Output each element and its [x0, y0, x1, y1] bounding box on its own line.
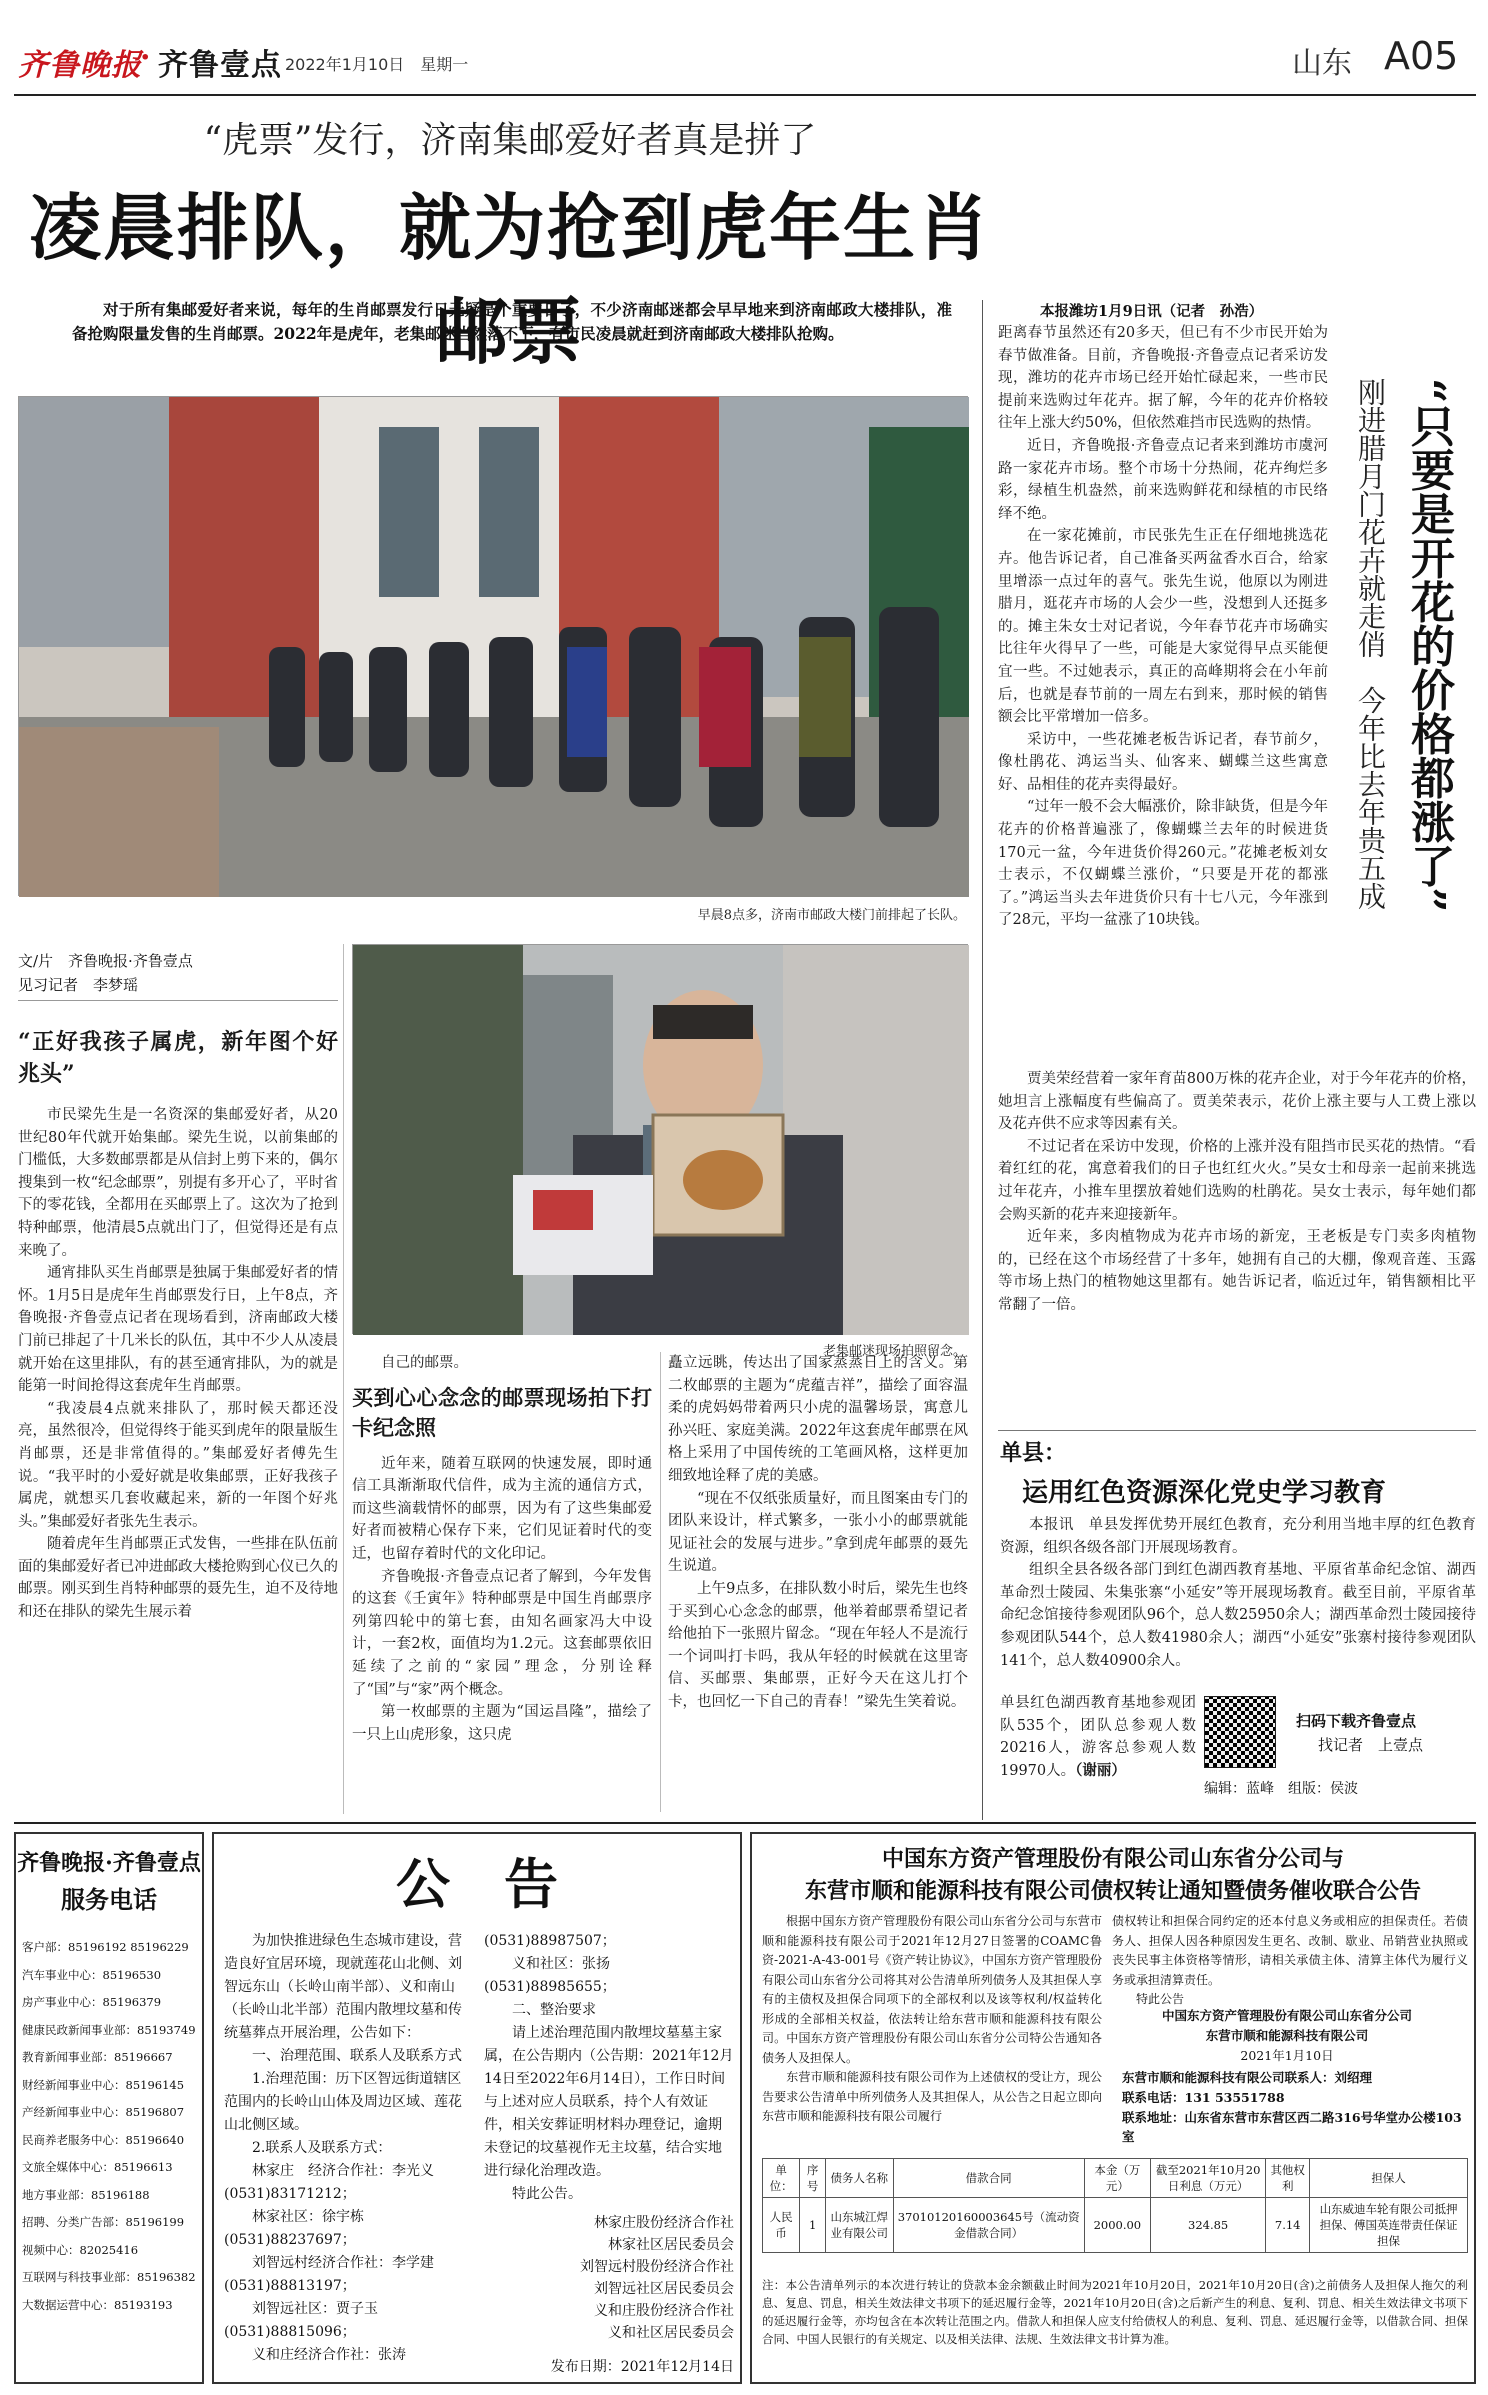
collector-photo-illustration: [353, 945, 969, 1335]
notice-title: 公 告: [396, 1852, 558, 1916]
service-item-label: 地方事业部：: [22, 2187, 91, 2202]
th-contract: 借款合同: [893, 2159, 1084, 2198]
shanxian-place: 单县：: [1000, 1440, 1067, 1466]
flower-col-bottom: [998, 1068, 1476, 1440]
service-item: [22, 2237, 200, 2265]
flower-para-5: “过年一般不会大幅涨价，除非缺货，但是今年花卉的价格普遍涨了，像蝴蝶兰去年的时候进货170元一盆，今年进货价得260元。”花摊老板刘女士表示，不仅蝴蝶兰涨价，“只要是开花的都涨了。”鸿运当头去年进货价只有十七八元，今年涨到了28元，平均一盆涨了10块钱。: [998, 799, 1328, 929]
main-lead: 对于所有集邮爱好者来说，每年的生肖邮票发行日无疑是个重要日子，不少济南邮迷都会早早地来到济南邮政大楼排队，准备抢购限量发售的生肖邮票。2022年是虎年，老集邮迷当然落不下，有市民凌晨就赶到济南邮政大楼排队抢购。: [72, 300, 952, 343]
photo-collector-with-stamp: [352, 944, 968, 1334]
service-item: [22, 2264, 200, 2292]
col2-para-3: 齐鲁晚报·齐鲁壹点记者了解到，今年发售的这套《壬寅年》特种邮票是中国生肖邮票序列第四轮中的第七套，由知名画家冯大中设计，一套2枚，面值均为1.2元。这套邮票依旧延续了之前的“家园”理念，分别诠释了“国”与“家”两个概念。: [352, 1568, 652, 1698]
service-item-phone: 85193193: [114, 2297, 173, 2312]
qr-caption-2: 找记者 上壹点: [1318, 1736, 1424, 1754]
ads-top-rule: [14, 1822, 1476, 1824]
col3-para-1: 矗立远眺，传达出了国家蒸蒸日上的含义。第二枚邮票的主题为“虎蕴吉祥”，描绘了面容温柔的虎妈妈带着两只小虎的温馨场景，寓意儿孙兴旺、家庭美满。2022年这套虎年邮票在风格上采用了中国传统的工笔画风格，这样更加细致地诠释了虎的美感。: [668, 1355, 968, 1484]
service-item: [22, 2209, 200, 2237]
th-guarantor: 担保人: [1310, 2159, 1468, 2198]
flower-headline: “只要是开花的价格都涨了”: [1403, 378, 1454, 913]
debt-body-right: 债权转让和担保合同约定的还本付息义务或相应的担保责任。若债务人、担保人因各种原因发生更名、改制、歇业、吊销营业执照或丧失民事主体资格等情形，请相关承债主体、清算主体代为履行义务或承担清算责任。 特此公告: [1112, 1914, 1468, 2006]
service-item-phone: 85196145: [125, 2077, 185, 2092]
service-item-phone: 85196188: [91, 2187, 150, 2202]
queue-photo-illustration: [19, 397, 969, 897]
service-item: [22, 2127, 200, 2155]
col1-para-3: “我凌晨4点就来排队了，那时候天都还没亮，虽然很冷，但觉得终于能买到虎年的限量版生肖邮票，还是非常值得的。”集邮爱好者傅先生说。“我平时的小爱好就是收集邮票，正好我孩子属虎，就想买几套收藏起来，新的一年图个好兆头。”集邮爱好者张先生表示。: [18, 1400, 338, 1530]
notice-box: [212, 1832, 742, 2384]
notice-signatories: [484, 2212, 734, 2344]
service-item-label: 财经新闻事业中心：: [22, 2077, 126, 2092]
service-item-label: 互联网与科技事业部：: [22, 2270, 137, 2284]
service-item-label: 汽车事业中心：: [22, 1967, 103, 1982]
shanxian-para-1: 本报讯 单县发挥优势开展红色教育，充分利用当地丰厚的红色教育资源，组织各级各部门开展现场教育。: [1000, 1517, 1476, 1556]
service-item-label: 视频中心：: [22, 2242, 80, 2257]
debt-contact-2: 联系电话：131 53551788: [1122, 2090, 1285, 2105]
service-item-label: 文旅全媒体中心：: [22, 2160, 114, 2174]
td-debtor: 山东城江焊业有限公司: [825, 2198, 893, 2253]
main-col-2: [352, 1352, 652, 1812]
main-kicker: “虎票”发行，济南集邮爱好者真是拼了: [203, 120, 817, 161]
flower-para-4: 采访中，一些花摊老板告诉记者，春节前夕，像杜鹃花、鸿运当头、仙客来、蝴蝶兰这些寓意好、品相佳的花卉卖得最好。: [998, 731, 1328, 793]
col3-para-2: “现在不仅纸张质量好，而且图案由专门的团队来设计，样式繁多，一张小小的邮票就能见证社会的发展与进步。”拿到虎年邮票的聂先生说道。: [668, 1490, 968, 1575]
service-item-phone: 85196382: [137, 2270, 196, 2284]
photo2-caption: 老集邮迷现场拍照留念。: [822, 1344, 966, 1359]
debt-sign-2: 东营市顺和能源科技有限公司: [1205, 2028, 1369, 2043]
service-item: [22, 2182, 200, 2210]
debt-title-2: 东营市顺和能源科技有限公司债权转让通知暨债务催收联合公告: [804, 1878, 1421, 1904]
td-guarantor: 山东威迪车轮有限公司抵押担保、傅国英连带责任保证担保: [1310, 2198, 1468, 2253]
table-row: [763, 2198, 1468, 2253]
photo-queue-outside-post-office: [18, 396, 968, 896]
service-item: [22, 1989, 200, 2017]
main-col-3: [668, 1352, 968, 1812]
col1-para-4: 随着虎年生肖邮票正式发售，一些排在队伍前面的集邮爱好者已冲进邮政大楼抢购到心仪已久的邮票。刚买到生肖特种邮票的聂先生，迫不及待地和还在排队的梁先生展示着: [18, 1536, 338, 1621]
service-title: 齐鲁晚报·齐鲁壹点: [17, 1850, 201, 1876]
col2-para-1: 自己的邮票。: [381, 1355, 468, 1371]
qr-caption-1: 扫码下载齐鲁壹点: [1296, 1712, 1417, 1730]
byline-rule: [18, 1000, 338, 1001]
service-item-label: 健康民政新闻事业部：: [22, 2022, 137, 2037]
service-item: [22, 2154, 200, 2182]
col1-para-1: 市民梁先生是一名资深的集邮爱好者，从20世纪80年代就开始集邮。梁先生说，以前集邮的门槛低，大多数邮票都是从信封上剪下来的，偶尔搜集到一枚“纪念邮票”，别提有多开心了，平时省下的零花钱，全都用在买邮票上了。这次为了抢到特种邮票，他清晨5点就出门了，但觉得还是有点来晚了。: [18, 1107, 338, 1259]
th-interest: 截至2021年10月20日利息（万元）: [1151, 2159, 1266, 2198]
service-item-phone: 85196807: [125, 2105, 185, 2119]
service-item-label: 房产事业中心：: [22, 1995, 103, 2009]
masthead-rule: [14, 94, 1476, 96]
debt-sign-date: 2021年1月10日: [1240, 2048, 1334, 2063]
notice-signatory: 林家庄股份经济合作社: [594, 2215, 734, 2231]
service-item-phone: 85196667: [114, 2050, 173, 2064]
col2-para-4: 第一枚邮票的主题为“国运昌隆”，描绘了一只上山虎形象，这只虎: [352, 1704, 652, 1743]
notice-signatory: 刘智远村股份经济合作社: [580, 2259, 734, 2275]
debt-title-1: 中国东方资产管理股份有限公司山东省分公司与: [881, 1846, 1344, 1872]
flower-para-3: 在一家花摊前，市民张先生正在仔细地挑选花卉。他告诉记者，自己准备买两盆香水百合，给家里增添一点过年的喜气。张先生说，他原以为刚进腊月，逛花卉市场的人会少一些，没想到人还挺多的。摊主朱女士对记者说，今年春节花卉市场确实比往年火得早了一些，可能是大家觉得早点买能便宜一些。不过她表示，真正的高峰期将会在小年前后，也就是春节前的一周左右到来，那时候的销售额会比平常增加一倍多。: [998, 528, 1328, 726]
notice-signatory: 义和社区居民委员会: [608, 2325, 734, 2341]
photo1-caption: 早晨8点多，济南市邮政大楼门前排起了长队。: [697, 908, 966, 923]
service-item-label: 大数据运营中心：: [22, 2297, 114, 2312]
col-divider-1: [343, 944, 344, 1814]
notice-col-1: 为加快推进绿色生态城市建设，营造良好宜居环境，现就莲花山北侧、刘智远东山（长岭山南半部）、义和南山（长岭山北半部）范围内散埋坟墓和传统墓葬点开展治理，公告如下： 一、治理范围、联系人及联系方式 1.治理范围：历下区智远街道辖区范围内的长岭山山体及周边区域、莲花山北侧区域。 2.联系人及联系方式： 林家庄 经济合作社：李光义(0531)83171212； 林家社区：徐宇栋(0531)88237697； 刘智远村经济合作社：李学建(0531)88813197； 刘智远社区：贾子玉(0531)88815096； 义和庄经济合作社：张涛: [224, 1933, 462, 2363]
main-headline: 凌晨排队，就为抢到虎年生肖邮票: [28, 185, 991, 374]
shanxian-body: [1000, 1514, 1476, 1690]
service-item-phone: 85196379: [102, 1995, 162, 2009]
col1-para-2: 通宵排队买生肖邮票是独属于集邮爱好者的情怀。1月5日是虎年生肖邮票发行日，上午8点，齐鲁晚报·齐鲁壹点记者在现场看到，济南邮政大楼门前已排起了十几米长的队伍，其中不少人从凌晨就开始在这里排队，有的甚至通宵排队，为的就是能第一时间抢得这套虎年生肖邮票。: [18, 1265, 338, 1395]
flower-para-8: 近年来，多肉植物成为花卉市场的新宠，王老板是专门卖多肉植物的，已经在这个市场经营了十多年，她拥有自己的大棚，像观音莲、玉露等市场上热门的植物她这里都有。她告诉记者，临近过年，销售额相比平常翻了一倍。: [998, 1229, 1476, 1313]
th-unit: 单位：: [763, 2159, 800, 2198]
service-list: [22, 1934, 200, 2319]
service-item: [22, 1962, 200, 1990]
td-principal: 2000.00: [1084, 2198, 1150, 2253]
service-item-phone: 85196199: [125, 2215, 185, 2229]
shanxian-rule: [998, 1430, 1476, 1431]
byline-line2: 见习记者 李梦瑶: [18, 976, 139, 994]
service-item: [22, 2099, 200, 2127]
shanxian-body-tail: [1000, 1692, 1196, 1790]
col3-para-3: 上午9点多，在排队数小时后，梁先生也终于买到心心念念的邮票，他举着邮票希望记者给他拍下一张照片留念。“现在年轻人不是流行一个词叫打卡吗，我从年轻的时候就在这里寄信、买邮票、集邮票，正好今天在这儿打个卡，也回忆一下自己的青春！”梁先生笑着说。: [668, 1580, 968, 1710]
service-item: [22, 2044, 200, 2072]
logo-qilu-wanbao: 齐鲁晚报: [18, 48, 142, 83]
notice-signatory: 刘智远社区居民委员会: [594, 2281, 734, 2297]
debt-contact-3: 联系地址：山东省东营市东营区西二路316号华堂办公楼103室: [1122, 2110, 1462, 2144]
debt-body-left: 根据中国东方资产管理股份有限公司山东省分公司与东营市顺和能源科技有限公司于2021年12月27日签署的COAMC鲁资-2021-A-43-001号《资产转让协议》，中国东方资产管理股份有限公司山东省分公司将其对公告清单所列债务人及其担保人享有的主债权及担保合同项下的全部权利以及该等权利/权益转化形成的全部相关权益，依法转让给东营市顺和能源科技有限公司。中国东方资产管理股份有限公司山东省分公司特公告通知各债务人及担保人。 东营市顺和能源科技有限公司作为上述债权的受让方，现公告要求公告清单中所列债务人及其担保人，从公告之日起立即向东营市顺和能源科技有限公司履行: [762, 1914, 1102, 2123]
td-other: 7.14: [1266, 2198, 1310, 2253]
debt-table-header: [763, 2159, 1468, 2198]
td-currency: 人民币: [763, 2198, 800, 2253]
flower-dateline: 本报潍坊1月9日讯（记者 孙浩）: [1040, 303, 1264, 320]
service-item-phone: 85196530: [102, 1967, 162, 1982]
service-item: [22, 2017, 200, 2045]
logo-separator: ·: [140, 40, 151, 75]
th-index: 序号: [800, 2159, 826, 2198]
flower-para-7: 不过记者在采访中发现，价格的上涨并没有阻挡市民买花的热情。“看着红红的花，寓意着我们的日子也红红火火。”吴女士和母亲一起前来挑选过年花卉，小推车里摆放着她们选购的杜鹃花。吴女士表示，每年她们都会购买新的花卉来迎接新年。: [998, 1138, 1476, 1223]
flower-para-1: 距离春节虽然还有20多天，但已有不少市民开始为春节做准备。目前，齐鲁晚报·齐鲁壹点记者采访发现，潍坊的花卉市场已经开始忙碌起来，一些市民提前来选购过年花卉。据了解，今年的花卉价格较往年上涨大约50%，但依然难挡市民选购的热情。: [998, 325, 1328, 432]
service-item-phone: 85193749: [137, 2022, 196, 2037]
service-item: [22, 1934, 200, 1962]
notice-date: 发布日期：2021年12月14日: [550, 2359, 734, 2375]
service-subtitle: 服务电话: [61, 1885, 157, 1914]
service-item-label: 民商养老服务中心：: [22, 2132, 126, 2147]
notice-signatory: 义和庄股份经济合作社: [594, 2303, 734, 2319]
service-item-label: 招聘、分类广告部：: [22, 2215, 126, 2229]
td-interest: 324.85: [1151, 2198, 1266, 2253]
masthead: [0, 0, 1488, 96]
service-item-phone: 82025416: [79, 2242, 139, 2257]
page-number: A05: [1384, 34, 1459, 78]
flower-col-top: [998, 322, 1328, 1062]
debt-notice-box: [750, 1832, 1476, 2384]
flower-subhead: 刚进腊月门花卉就走俏 今年比去年贵五成: [1354, 378, 1387, 910]
notice-col-2: (0531)88987507； 义和社区：张扬(0531)88985655； 二、整治要求 请上述治理范围内散埋坟墓墓主家属，在公告期内（公告期：2021年12月14日至2022年6月14日），工作日时间与上述对应人员联系，持个人有效证件，相关安葬证明材料办理登记，逾期未登记的坟墓视作无主坟墓，结合实地进行绿化治理改造。 特此公告。: [484, 1933, 734, 2202]
subhead-1: “正好我孩子属虎，新年图个好兆头”: [18, 1029, 338, 1087]
col-divider-2: [660, 1352, 661, 1812]
service-item-label: 客户部：: [22, 1940, 68, 1954]
notice-signatory: 林家社区居民委员会: [608, 2237, 734, 2253]
main-column-separator: [982, 300, 983, 1820]
shanxian-headline: 运用红色资源深化党史学习教育: [1022, 1478, 1387, 1508]
td-contract: 37010120160003645号（流动资金借款合同）: [893, 2198, 1084, 2253]
service-item-phone: 85196192 85196229: [68, 1940, 189, 1954]
section-name: 山东: [1292, 46, 1352, 81]
th-other: 其他权利: [1266, 2159, 1310, 2198]
shanxian-para-2: 组织全县各级各部门到红色湖西教育基地、平原省革命纪念馆、湖西革命烈士陵园、朱集张寨“小延安”等开展现场教育。截至目前，平原省革命纪念馆接待参观团队96个，总人数25950余人；湖西革命烈士陵园接待参观团队544个，总人数41980余人；湖西“小延安”张寨村接待参观团队141个，总人数40900余人。: [1000, 1562, 1476, 1669]
shanxian-para-3: 单县红色湖西教育基地参观团队535个，团队总参观人数20216人，游客总参观人数19970人。（谢丽）: [1000, 1695, 1196, 1779]
service-item-phone: 85196640: [125, 2132, 185, 2147]
editor-credit: 编辑：蓝峰 组版：侯波: [1204, 1781, 1358, 1797]
service-box: [14, 1832, 204, 2384]
flower-para-2: 近日，齐鲁晚报·齐鲁壹点记者来到潍坊市虞河路一家花卉市场。整个市场十分热闹，花卉绚烂多彩，绿植生机盎然，前来选购鲜花和绿植的市民络绎不绝。: [998, 437, 1328, 522]
col2-para-2: 近年来，随着互联网的快速发展，即时通信工具渐渐取代信件，成为主流的通信方式，而这些滴载情怀的邮票，因为有了这些集邮爱好者而被精心保存下来，它们见证着时代的变迁，也留存着时代的文化印记。: [352, 1455, 652, 1562]
flower-para-6: 贾美荣经营着一家年育苗800万株的花卉企业，对于今年花卉的价格，她坦言上涨幅度有些偏高了。贾美荣表示，花价上涨主要与人工费上涨以及花卉供不应求等因素有关。: [998, 1071, 1476, 1133]
service-item: [22, 2072, 200, 2100]
logo-qilu-yidian: 齐鲁壹点: [158, 48, 282, 83]
debt-sign-1: 中国东方资产管理股份有限公司山东省分公司: [1161, 2008, 1412, 2023]
service-item-phone: 85196613: [114, 2160, 173, 2174]
service-item-label: 教育新闻事业部：: [22, 2050, 114, 2064]
debt-table-wrap: [762, 2158, 1468, 2253]
subhead-2: 买到心心念念的邮票现场拍下打卡纪念照: [352, 1384, 652, 1440]
main-col-1: [18, 1022, 338, 1812]
debt-table: [762, 2158, 1468, 2253]
td-index: 1: [800, 2198, 826, 2253]
issue-date: 2022年1月10日 星期一: [285, 55, 469, 74]
service-item: [22, 2292, 200, 2320]
byline-line1: 文/片 齐鲁晚报·齐鲁壹点: [18, 952, 193, 970]
debt-footnote: 注：本公告清单列示的本次进行转让的贷款本金余额截止时间为2021年10月20日，2021年10月20日(含)之前债务人及担保人拖欠的利息、复息、罚息，相关生效法律文书项下的延迟履行金等，2021年10月20日(含)之后新产生的利息、复利、罚息、相关生效法律文书项下的延迟履行金等，亦均包含在本次转让范围之内。借款人和担保人应支付给债权人的利息、复利、罚息、延迟履行金等，以借款合同、担保合同、中国人民银行的有关规定、以及相关法律、法规、生效法律文书计算为准。: [762, 2278, 1468, 2346]
th-principal: 本金（万元）: [1084, 2159, 1150, 2198]
th-debtor: 债务人名称: [825, 2159, 893, 2198]
qr-code[interactable]: [1204, 1696, 1276, 1768]
service-item-label: 产经新闻事业中心：: [22, 2105, 126, 2119]
debt-contact-1: 东营市顺和能源科技有限公司联系人：刘绍理: [1122, 2070, 1373, 2085]
